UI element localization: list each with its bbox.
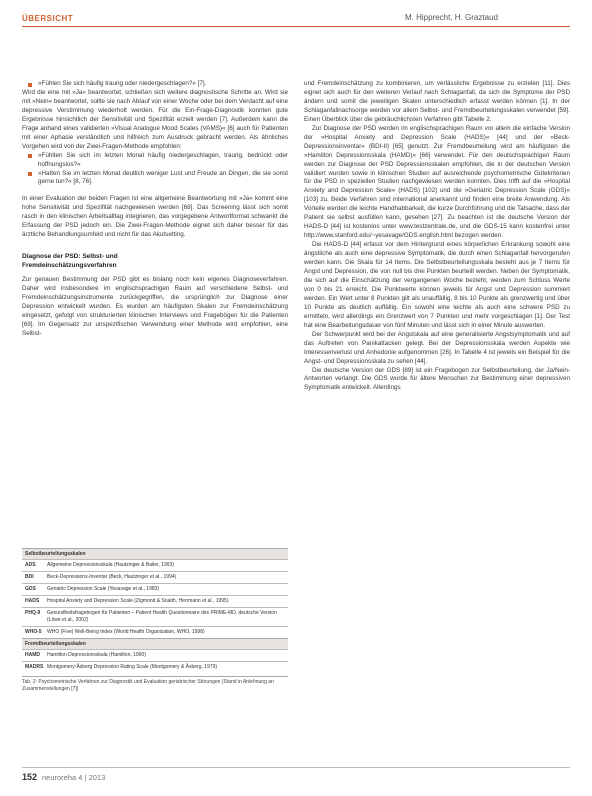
table-row xyxy=(22,571,288,583)
bullet-text: »Fühlten Sie sich im letzten Monat häufig niedergeschlagen, traurig, bedrückt oder hoffnungslos?« xyxy=(38,151,288,168)
paragraph: Die HADS-D [44] erfasst vor dem Hintergrund eines körperlichen Erkrankung sowohl eine ängstliche als auch eine depressive Symptomatik, die durch einen Schlaganfall hervorgerufen werden kann. Die Skala für 14 Items. Die Selbstbeurteilungsskala besteht aus je 7 Items für Angst und Depression, die von null bis drei Punkten beurteilt werden. Neben der Symptomatik, die sich auf die Einschätzung der vergangenen Woche bezieht, werden zum Schluss Werte von 0 bis 21 erreicht. Die Punktwerte können jeweils für Angst und Depression summiert werden. Ein Wert unter 8 Punkten gilt als unauffällig, 8 bis 10 Punkte als grenzwertig und über 10 Punkte als deutlich auffällig. Ein sowohl eine leichte als auch eine schwere PSD zu ermitteln, wird allerdings ein Grenzwert von 7 Punkten und mehr vorgeschlagen [1]. Der Test hat eine Bearbeitungsdauer von fünf Minuten und lässt sich in einer Minute auswerten. xyxy=(304,241,570,329)
table-abbr: BDI xyxy=(25,574,34,580)
table-name: WHO (Five) Well-Being Index (World Health Organization, WHO, 1998) xyxy=(47,629,205,635)
bullet-text: »Fühlen Sie sich häufig traurig oder niedergeschlagen?« [7]. xyxy=(38,80,207,87)
table-section-header: Selbstbeurteilungsskalen xyxy=(22,548,288,559)
table-row xyxy=(22,559,288,571)
journal-name: neuroreha 4 | 2013 xyxy=(42,773,106,782)
paragraph: In einer Evaluation der beiden Fragen ist eine allgemeine Beantwortung mit »Ja« kommt eine hohe Sensitivität und Spezifität nachgewiesen werden [68]. Das Screening lässt sich somit rasch in den klinischen Arbeitsalltag integrieren, das vorgegebene Antwortformat schwankt die Erfassung der PSD jedoch ein. Die Zwei-Fragen-Methode eignet sich daher besser für das ärztliche Behandlungsumfeld und nicht für das Akutsetting. xyxy=(22,195,288,239)
section-label: ÜBERSICHT xyxy=(22,14,74,23)
table-caption: Tab. 2: Psychometrische Verfahren zur Diagnostik und Evaluation geriatrischer Störungen (Stand in Anlehnung an Zusammenstellungen [7]) xyxy=(22,676,288,692)
table-row xyxy=(22,607,288,626)
table-name: Allgemeine Depressionsskala (Hautzinger & Bailer, 1993) xyxy=(47,562,175,568)
header-rule xyxy=(22,26,570,27)
bullet-square-icon xyxy=(28,172,32,176)
table-abbr: HADS xyxy=(25,598,40,604)
instrument-table xyxy=(22,548,288,692)
table-name: Hospital Anxiety and Depression Scale (Zigmond & Snaith, Herrmann et al., 1995) xyxy=(47,598,229,604)
paragraph: Die deutsche Version der GDS [89] ist ein Fragebogen zur Selbstbeurteilung, der Ja/Nein-Antworten verlangt. Die GDS wurde für ältere Menschen zur Bestimmung einer depressiven Symptomatik entwickelt. Allerdings xyxy=(304,366,570,392)
table-abbr: GDS xyxy=(25,586,36,592)
section-heading-line2: Fremdeinschätzungsverfahren xyxy=(22,262,117,270)
left-column xyxy=(22,80,288,339)
paragraph: Wird die eine mit »Ja« beantwortet, schließen sich weitere diagnostische Schritte an. Wird sie mit »Nein« beantwortet, sollte sie nach Ablauf von einer Woche oder bei dem Verdacht auf eine depressive Verstimmung wiederholt werden. Für die Ein-Frage-Diagnostik konnten gute Ergebnisse hinsichtlich der Sensitivität und Spezifität erzielt werden [7]. Außerdem kann die Frage anhand eines validierten »Visual Analogue Mood Scales (VAMS)« [6] auch für Patienten mit einer Aphasie verständlich und hilfreich zum Ausdruck gebracht werden. Als ähnliches Vorgehen wird von der Zwei-Fragen-Methode empfohlen: xyxy=(22,88,288,150)
table-section-header: Fremdbeurteilungsskalen xyxy=(22,638,288,649)
table-row xyxy=(22,626,288,638)
table-row xyxy=(22,595,288,607)
table-abbr: HAMD xyxy=(25,652,40,658)
table-abbr: MADRS xyxy=(25,664,44,670)
section-heading xyxy=(22,252,288,270)
table-abbr: WHO-5 xyxy=(25,629,42,635)
table-name: Gesundheitsfragebogen für Patienten – Patient Health Questionnaire des PRIME-MD, deutsche Version (Löwe et al., 2002) xyxy=(47,610,277,623)
bullet-item xyxy=(22,152,288,170)
bullet-square-icon xyxy=(28,83,32,87)
paragraph: Zur genauen Bestimmung der PSD gibt es bislang noch kein eigenes Diagnoseverfahren. Daher wird insbesondere im englischsprachigen Raum auf verschiedene Selbst- und Fremdeinschätzungsinstrumente zurückgegriffen, die ursprünglich zur Diagnose einer Depression entwickelt wurden. Es wurden am häufigsten Skalen zur Fremdeinschätzung eingesetzt, gefolgt von strukturierten klinischen Interviews und Fragebögen für die Patienten [69]. Im Gegensatz zur unspezifischen Verwendung einer Methode wird empfohlen, eine Selbst- xyxy=(22,276,288,337)
page-number: 152 xyxy=(22,772,38,782)
table-abbr: ADS xyxy=(25,562,36,568)
bullet-item xyxy=(22,170,288,188)
bullet-square-icon xyxy=(28,154,32,158)
paragraph: Der Schwerpunkt wird bei der Angstskala auf eine generalisierte Angstsymptomatik und auf das Auftreten von Panikattacken gelegt. Bei der Depressionsskala werden Aspekte wie Interessenverlust und Anhedonie aufgenommen [26]. In Tabelle 4 ist jeweils ein Beispiel für die Angst- und Depressionsskala zu sehen [44]. xyxy=(304,330,570,365)
table-abbr: PHQ-9 xyxy=(25,610,41,616)
bullet-text: »Hatten Sie im letzten Monat deutlich weniger Lust und Freude an Dingen, die sie sonst gerne tun?« [8, 76]. xyxy=(38,169,288,186)
table-row xyxy=(22,583,288,595)
table-row xyxy=(22,649,288,661)
table-name: Hamilton Depressionsskala (Hamilton, 1960) xyxy=(47,652,146,658)
bullet-item xyxy=(22,80,288,89)
header-authors: M. Hipprecht, H. Graztaud xyxy=(405,13,498,22)
table-name: Montgomery-Åsberg Depression Rating Scale (Montgomery & Åsberg, 1979) xyxy=(47,664,218,670)
footer-rule xyxy=(22,767,570,768)
paragraph: Zur Diagnose der PSD werden im englischsprachigen Raum vor allem die einfache Version der »Hospital Anxiety and Depression Scale (HADS)« [44] und der »Beck-Depressionsinventar« (BDI-II) [65] genutzt. Zur Fremdbeurteilung wird am häufigsten die »Hamilton Depressionsskala (HAMD)« [66] verwendet. Für den deutschsprachigen Raum werden zur Diagnose der PSD Depressionsskalen empfohlen, die in der deutschen Version validiert wurden sowie in klinischen Studien auf ausreichende psychometrische Gütekriterien für die PSD in speziellen Studien nachgewiesen werden konnten. Dies trifft auf die »Hospital Anxiety and Depression Scale« (HADS) [102] und die »Geriatric Depression Scale (GDS)« [103] zu. Beide Verfahren sind international anerkannt und finden eine breite Anwendung. Als Vorteile werden die leichte Handhabbarkeit, die kurze Durchführung und die Tatsache, dass der Patient sie selbst ausfüllen kann, gesehen [27]. Zu beachten ist die deutsche Version der HADS-D [44] ist kostenlos unter www.testzentrale.de, und die GDS-15 kann kostenfrei unter http://www.stanford.edu/~yesavage/GDS.english.html bezogen werden. xyxy=(304,124,570,240)
right-column xyxy=(304,80,570,393)
section-heading-line1: Diagnose der PSD: Selbst- und xyxy=(22,253,118,261)
paragraph: und Fremdeinschätzung zu kombinieren, um verlässliche Ergebnisse zu erzielen [11]. Dies eignet sich auch für den weiteren Verlauf nach Schlaganfall, da sich die Symptome der PSD ändern und somit die jeweiligen Skalen unterschiedlich erfasst werden können [1]. In der Schlaganfallnachsorge werden vor allem Selbst- und Fremdbeurteilungsskalen verwendet [59]. Einen Überblick über die gebräuchlichsten Verfahren gibt Tabelle 2. xyxy=(304,80,570,123)
table-name: Geriatric Depression Scale (Yesavage et al., 1983) xyxy=(47,586,160,592)
table-row xyxy=(22,661,288,673)
table-name: Beck-Depressions-Inventar (Beck, Hautzinger et al., 1994) xyxy=(47,574,177,580)
